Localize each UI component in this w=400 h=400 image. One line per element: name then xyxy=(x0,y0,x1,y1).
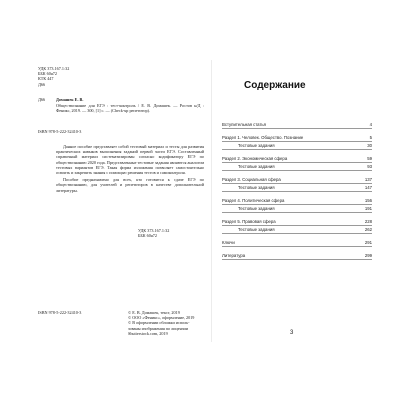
toc-entry[interactable] xyxy=(222,252,372,260)
toc-entry-page: 262 xyxy=(364,227,372,232)
toc-entry-label: Тестовые задания xyxy=(238,185,275,190)
toc-entry-page: 59 xyxy=(367,156,372,161)
isbn-top: ISBN 978-5-222-32410-3 xyxy=(38,129,82,134)
copyright-line: © ООО «Феникс», оформление, 2019 xyxy=(128,315,195,321)
copyright-line: Shutterstock.com, 2019 xyxy=(128,330,168,336)
toc-subentry[interactable] xyxy=(222,205,372,213)
toc-entry-page: 147 xyxy=(364,185,372,190)
toc-entry-label: Раздел 2. Экономическая сфера xyxy=(222,156,288,161)
toc-entry-page: 299 xyxy=(364,253,372,258)
catalog-line: ББК 60я72 xyxy=(38,71,57,77)
toc-entry[interactable] xyxy=(222,218,372,226)
toc-entry-label: Раздел 3. Социальная сфера xyxy=(222,177,281,182)
toc-subentry[interactable] xyxy=(222,142,372,150)
copyright-line: © В оформлении обложки исполь- xyxy=(128,320,190,326)
catalog-line: УДК 373.167.1:32 xyxy=(38,66,70,71)
catalog-block xyxy=(38,66,69,87)
toc-entry[interactable] xyxy=(222,155,372,163)
toc-entry-page: 137 xyxy=(364,177,372,182)
toc-subentry[interactable] xyxy=(222,163,372,171)
toc-entry-label: Тестовые задания xyxy=(238,206,275,211)
toc-entry-page: 30 xyxy=(367,143,372,148)
toc-entry-page: 156 xyxy=(364,198,372,203)
catalog-line: КТК 447 xyxy=(38,76,54,82)
toc-entry-label: Раздел 4. Политическая сфера xyxy=(222,198,285,203)
toc-subentry[interactable] xyxy=(222,226,372,234)
bibliographic-record: Обществознание для ЕГЭ : тест-контроль / Е. В. Домашек. — Ростов н/Д : Феникс, 2019. — 300, [1] с. — (Check-up репетитор). xyxy=(56,103,204,114)
toc-entry-label: Тестовые задания xyxy=(238,164,275,169)
copyright-line: зованы изображения по лицензии xyxy=(128,325,188,331)
toc-entry-label: Раздел 1. Человек. Общество. Познание xyxy=(222,135,304,140)
abstract xyxy=(56,144,204,195)
toc-entry[interactable] xyxy=(222,197,372,205)
toc-entry[interactable] xyxy=(222,134,372,142)
toc-subentry[interactable] xyxy=(222,184,372,192)
bbk-line: ББК 60я72 xyxy=(138,233,157,239)
toc-entry-page: 5 xyxy=(369,135,372,140)
toc-entry-label: Ключи xyxy=(222,240,235,245)
toc-entry-label: Литература xyxy=(222,253,246,258)
toc-entry-label: Вступительная статья xyxy=(222,122,266,127)
toc-entry-page: 191 xyxy=(364,206,372,211)
abstract-paragraph: Пособие предназначено для всех, кто готовится к сдаче ЕГЭ по обществознанию, для учителей и репетиторов в качестве дополнительной литературы. xyxy=(56,177,204,193)
udk-line: УДК 373.167.1:32 xyxy=(138,228,170,233)
toc-entry[interactable] xyxy=(222,176,372,184)
imprint-page xyxy=(20,60,210,342)
page-number: 3 xyxy=(290,330,294,336)
toc-entry-label: Тестовые задания xyxy=(238,143,275,148)
toc-entry-label: Тестовые задания xyxy=(238,227,275,232)
isbn-bottom: ISBN 978-5-222-32410-3 xyxy=(38,310,82,315)
table-of-contents xyxy=(222,121,372,260)
contents-page xyxy=(214,60,382,342)
toc-entry-page: 93 xyxy=(367,164,372,169)
catalog-line: Д66 xyxy=(38,81,46,87)
toc-entry[interactable] xyxy=(222,121,372,129)
toc-entry-page: 228 xyxy=(364,219,372,224)
page-title: Содержание xyxy=(244,80,306,91)
page-gutter xyxy=(211,60,212,342)
copyright-block xyxy=(128,310,208,336)
copyright-line: © Е. В. Домашек, текст, 2019 xyxy=(128,310,180,315)
index-code: Д66 xyxy=(38,97,46,102)
author-name: Домашек Е. В. xyxy=(56,97,84,102)
toc-entry-page: 291 xyxy=(364,240,372,245)
abstract-paragraph: Данное пособие представляет собой тестовый материал и тесты для развития практических навыков выполнения заданий первой части ЕГЭ. Составленный справочный материал систематизирован согласно кодификатору ЕГЭ по обществознанию 2020 года. Представленные тестовые задания являются аналогом тестовых вариантов ЕГЭ. Такая форма изложения позволяет самостоятельно освоить и закрепить знания с помощью решения тестов и самоконтроля. xyxy=(56,144,204,176)
udk-bottom xyxy=(138,228,169,238)
toc-entry[interactable] xyxy=(222,239,372,247)
toc-entry-label: Раздел 5. Правовая сфера xyxy=(222,219,276,224)
toc-entry-page: 4 xyxy=(369,122,372,127)
